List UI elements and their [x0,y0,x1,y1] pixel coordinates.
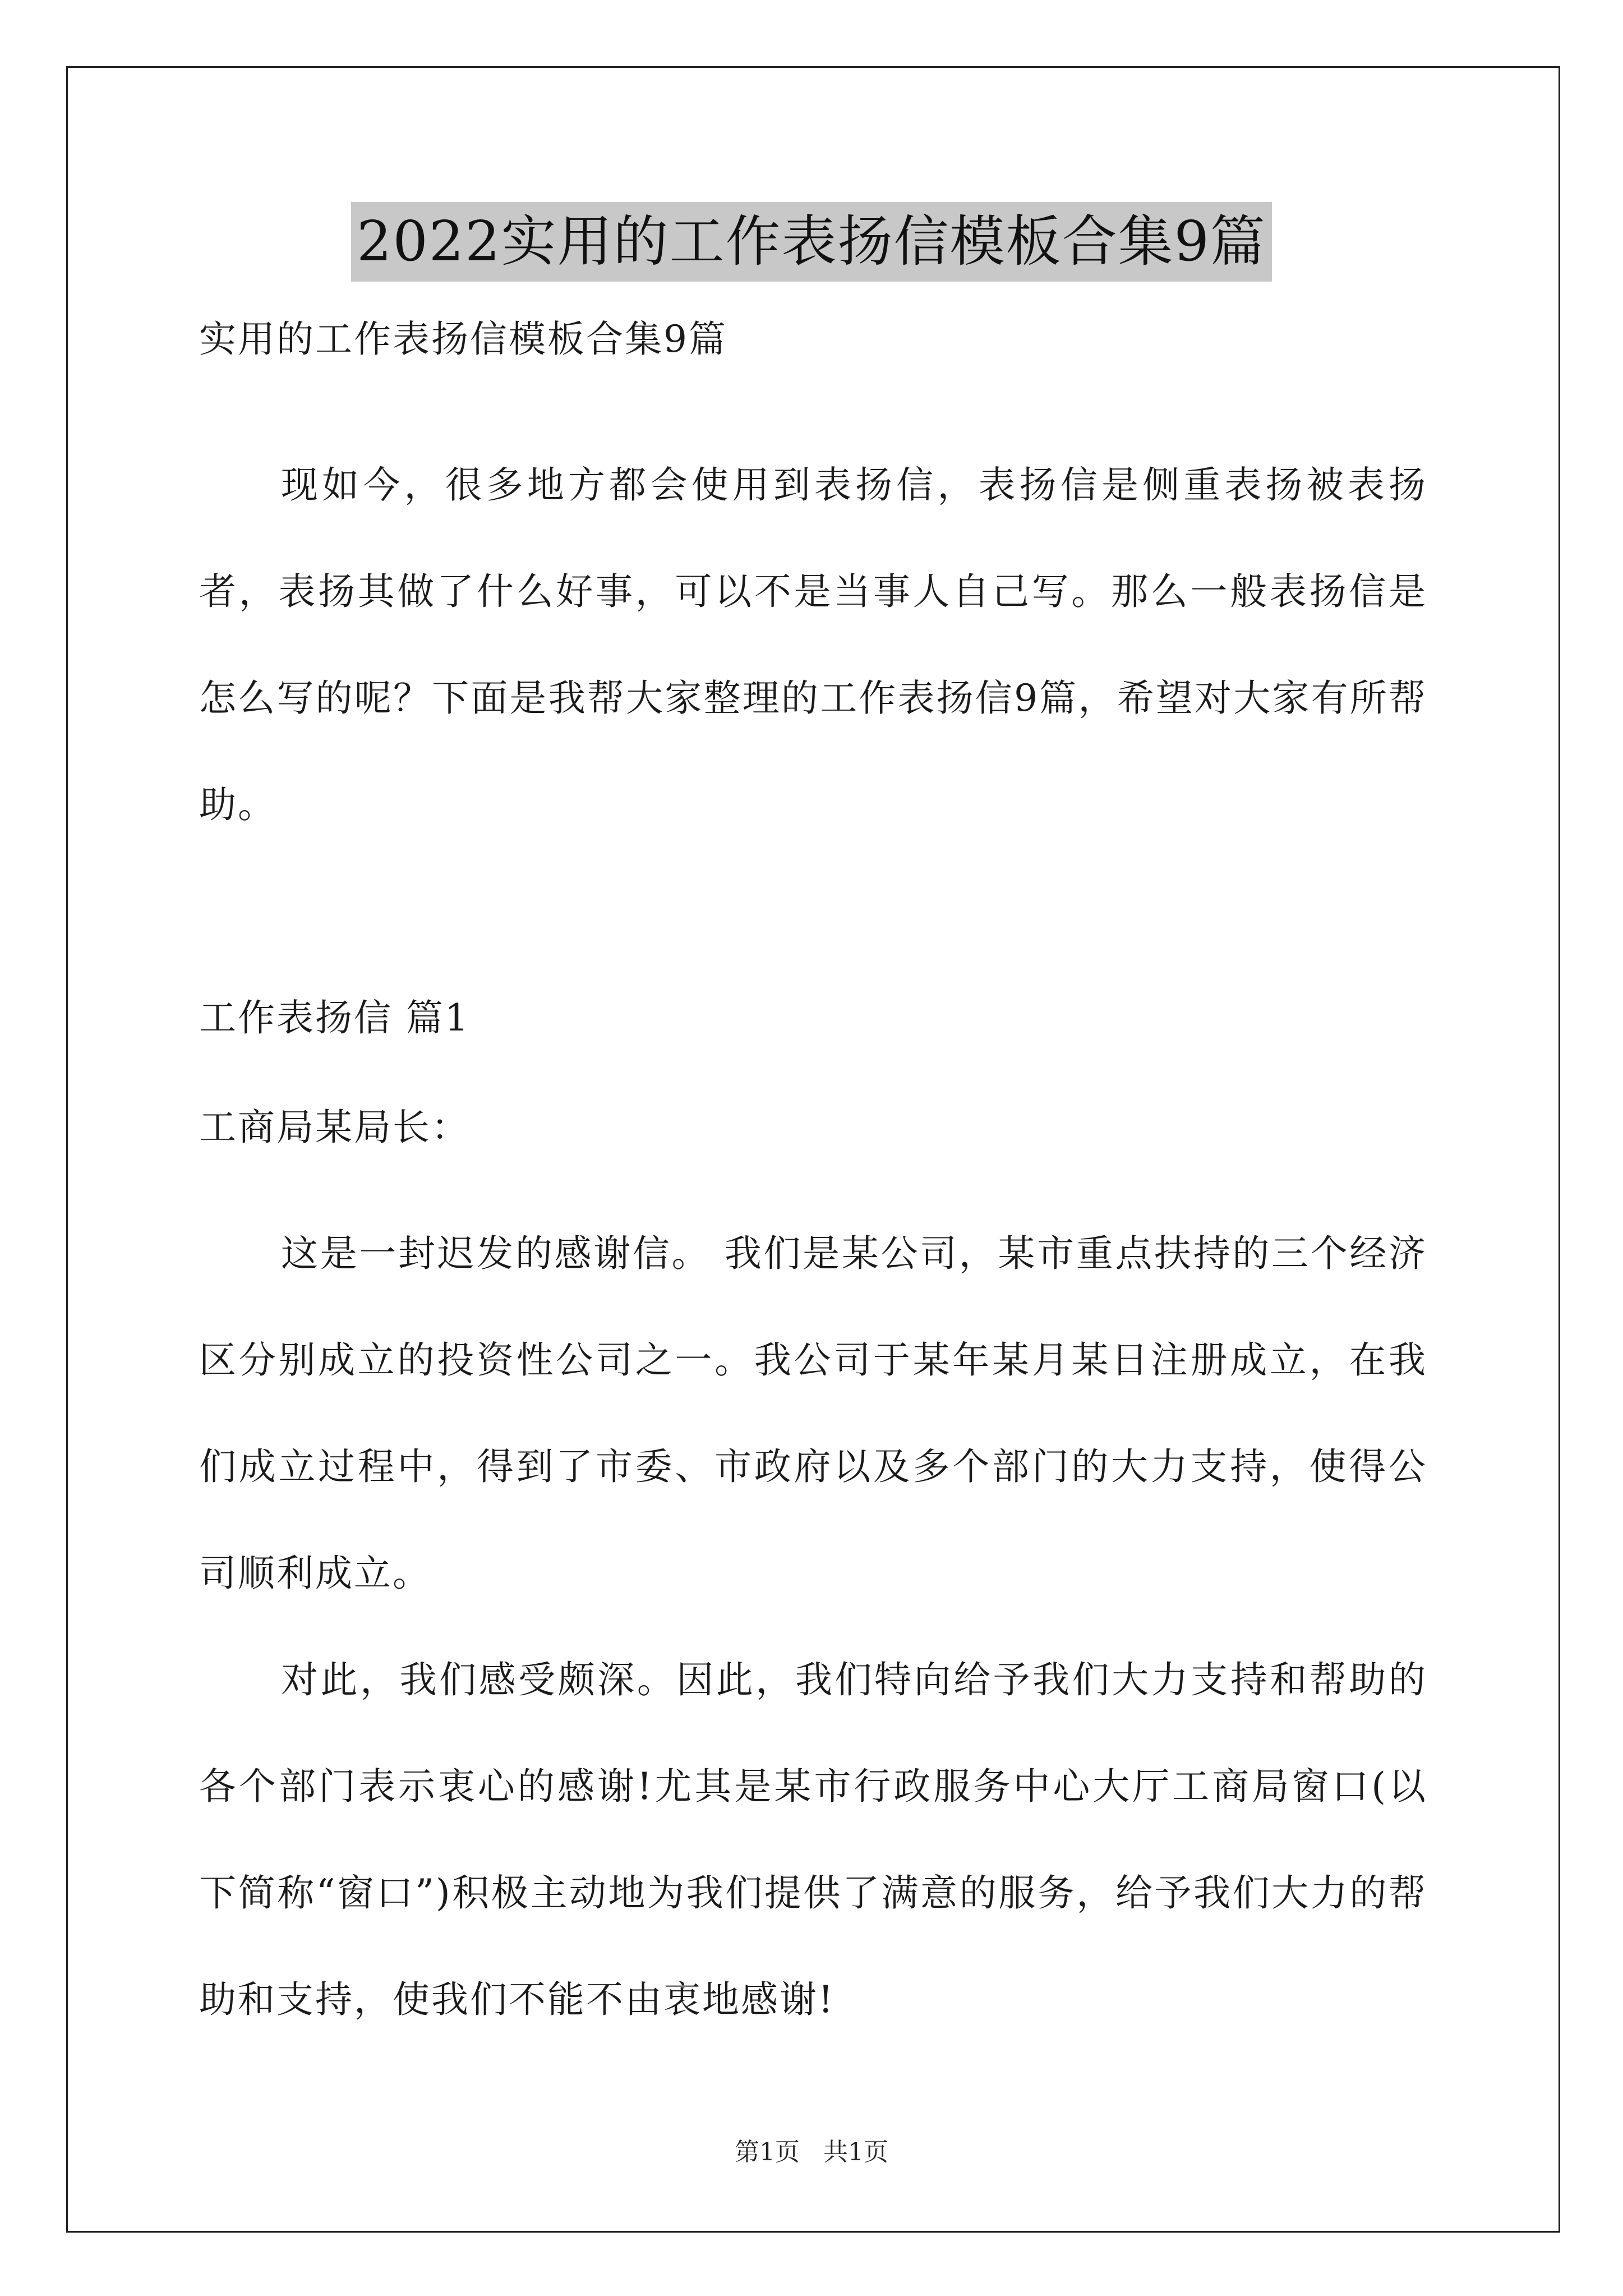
intro-paragraph: 现如今，很多地方都会使用到表扬信，表扬信是侧重表扬被表扬者，表扬其做了什么好事，可以不是当事人自己写。那么一般表扬信是怎么写的呢？下面是我帮大家整理的工作表扬信9篇，希望对大家有所帮助。 [199,463,1427,826]
intro-block [199,432,1427,858]
subtitle-block [199,314,1427,365]
title-container [0,202,1623,282]
body-paragraph-1-block [199,1200,1427,1627]
salutation-block [199,1102,1427,1153]
document-title: 2022实用的工作表扬信模板合集9篇 [351,202,1272,282]
salutation: 工商局某局长： [199,1106,470,1149]
section-heading: 工作表扬信 篇1 [199,996,470,1039]
page-footer: 第1页 共1页 [735,2138,888,2166]
document-subtitle: 实用的工作表扬信模板合集9篇 [199,318,727,361]
section-heading-block [199,993,1427,1043]
body-paragraph: 对此，我们感受颇深。因此，我们特向给予我们大力支持和帮助的各个部门表示衷心的感谢!尤其是某市行政服务中心大厅工商局窗口(以下简称“窗口”)积极主动地为我们提供了满意的服务，给予我们大力的帮助和支持，使我们不能不由衷地感谢! [199,1658,1427,2021]
body-paragraph: 这是一封迟发的感谢信。 我们是某公司，某市重点扶持的三个经济区分别成立的投资性公司之一。我公司于某年某月某日注册成立，在我们成立过程中，得到了市委、市政府以及多个部门的大力支持，使得公司顺利成立。 [199,1232,1427,1595]
body-paragraph-2-block [199,1627,1427,2053]
